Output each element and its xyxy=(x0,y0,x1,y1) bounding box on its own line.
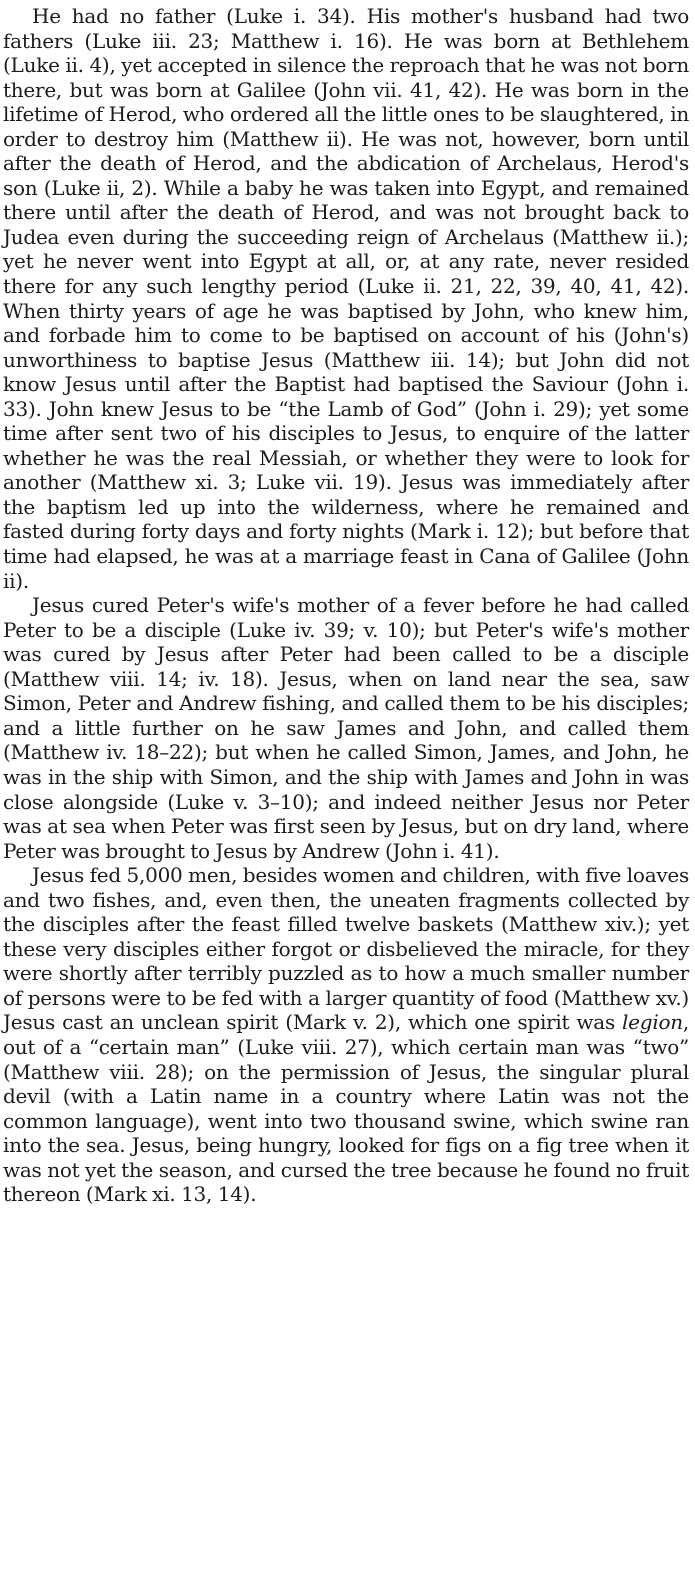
italic-word-legion: legion xyxy=(622,1010,683,1035)
paragraph-disciples-called xyxy=(3,593,689,863)
paragraph-text: , out of a “certain man” (Luke viii. 27), which certain man was “two” (Matthew viii. 28); on the permission of Jesus, the singular plural devil (with a Latin name in a country where Latin was not the common language), went into two thousand swine, which swine ran into the sea. Jesus, being hungry, looked for figs on a fig tree when it was not yet the season, and cursed the tree because he found no fruit thereon (Mark xi. 13, 14). xyxy=(3,1010,689,1207)
paragraph-birth-and-baptism xyxy=(3,4,689,593)
paragraph-text: Jesus fed 5,000 men, besides women and children, with five loaves and two fishes, and, even then, the uneaten fragments collected by the disciples after the feast filled twelve baskets (Matthew xiv.); yet these very disciples either forgot or disbelieved the miracle, for they were shortly after terribly puzzled as to how a much smaller number of persons were to be fed with a larger quantity of food (Matthew xv.) Jesus cast an unclean spirit (Mark v. 2), which one spirit was xyxy=(3,863,690,1035)
paragraph-text: He had no father (Luke i. 34). His mother's husband had two fathers (Luke iii. 23; Matthew i. 16). He was born at Bethlehem (Luke ii. 4), yet accepted in silence the reproach that he was not born there, but was born at Galilee (John vii. 41, 42). He was born in the lifetime of Herod, who ordered all the little ones to be slaughtered, in order to destroy him (Matthew ii). He was not, however, born until after the death of Herod, and the abdication of Archelaus, Herod's son (Luke ii, 2). While a baby he was taken into Egypt, and remained there until after the death of Herod, and was not brought back to Judea even during the succeeding reign of Archelaus (Matthew ii.); yet he never went into Egypt at all, or, at any rate, never resided there for any such lengthy period (Luke ii. 21, 22, 39, 40, 41, 42). When thirty years of age he was baptised by John, who knew him, and forbade him to come to be baptised on account of his (John's) unworthiness to baptise Jesus (Matthew iii. 14); but John did not know Jesus until after the Baptist had baptised the Saviour (John i. 33). John knew Jesus to be “the Lamb of God” (John i. 29); yet some time after sent two of his disciples to Jesus, to enquire of the latter whether he was the real Messiah, or whether they were to look for another (Matthew xi. 3; Luke vii. 19). Jesus was immediately after the baptism led up into the wilderness, where he remained and fasted during forty days and forty nights (Mark i. 12); but before that time had elapsed, he was at a marriage feast in Cana of Galilee (John ii). xyxy=(3,4,689,593)
paragraph-miracles xyxy=(3,863,689,1207)
paragraph-text: Jesus cured Peter's wife's mother of a fever before he had called Peter to be a disciple (Luke iv. 39; v. 10); but Peter's wife's mother was cured by Jesus after Peter had been called to be a disciple (Matthew viii. 14; iv. 18). Jesus, when on land near the sea, saw Simon, Peter and Andrew fishing, and called them to be his disciples; and a little further on he saw James and John, and called them (Matthew iv. 18–22); but when he called Simon, James, and John, he was in the ship with Simon, and the ship with James and John in was close alongside (Luke v. 3–10); and indeed neither Jesus nor Peter was at sea when Peter was first seen by Jesus, but on dry land, where Peter was brought to Jesus by Andrew (John i. 41). xyxy=(3,593,689,863)
